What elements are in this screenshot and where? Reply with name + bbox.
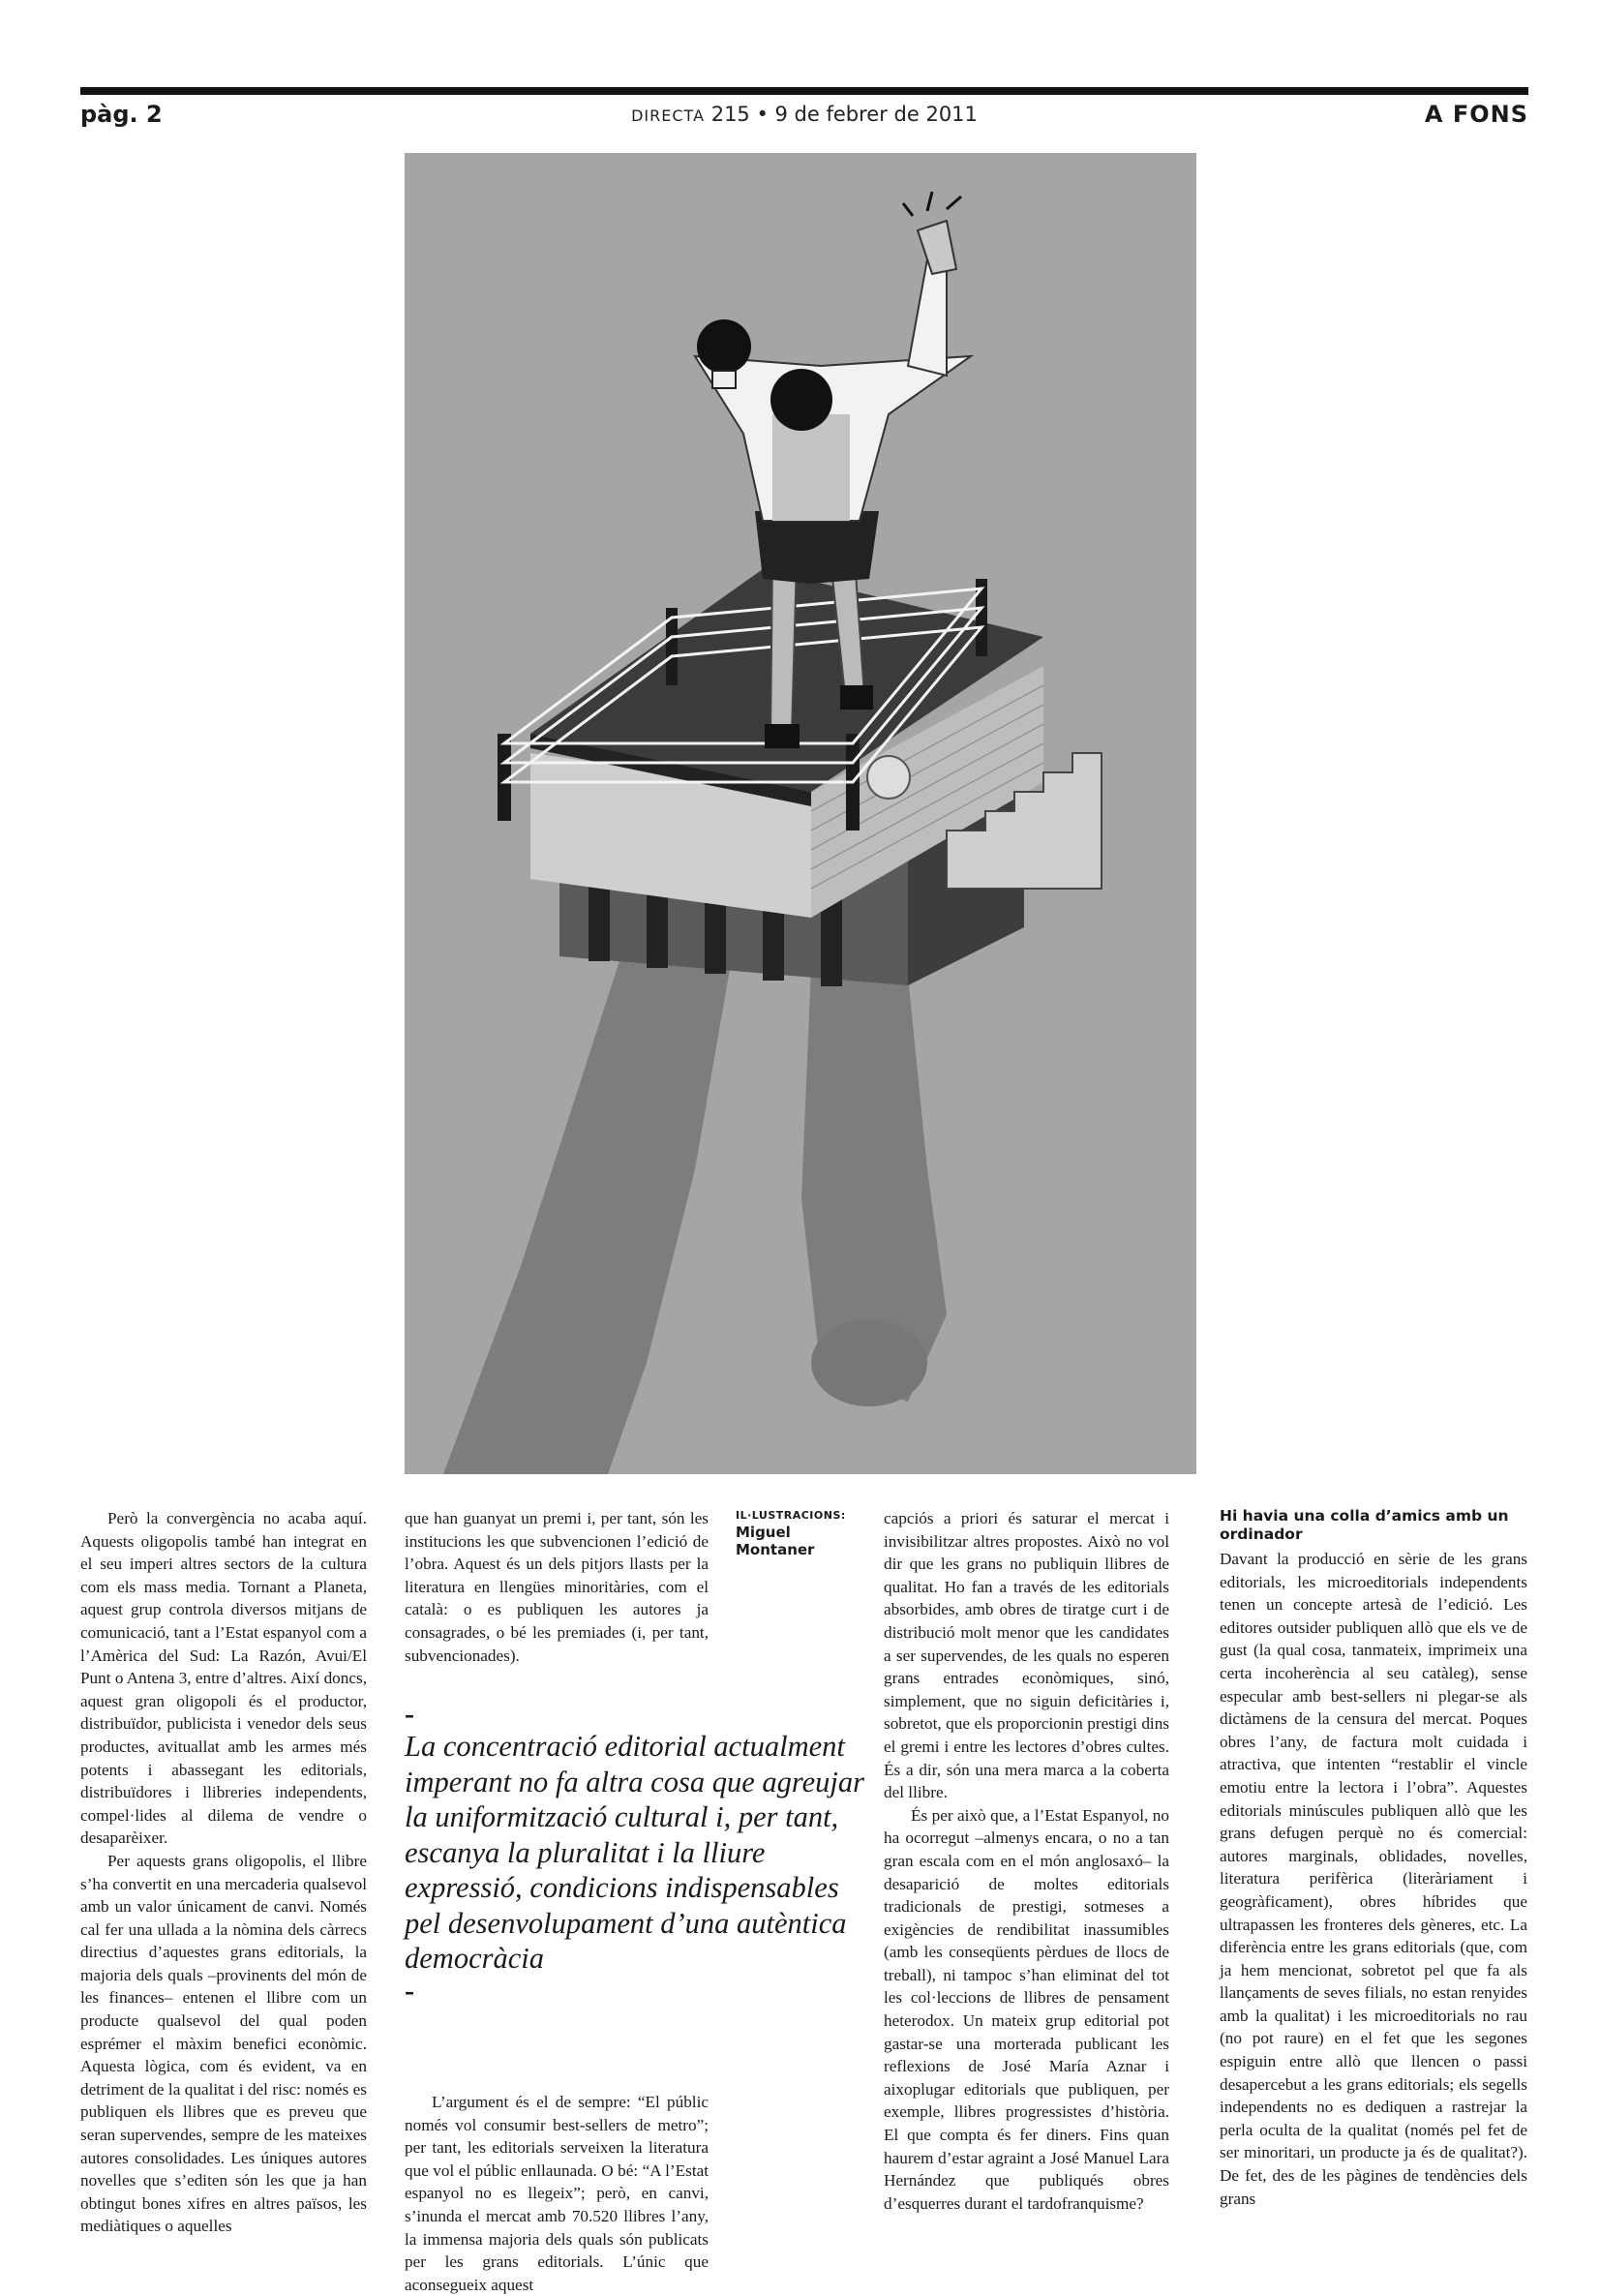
issue-line [80,103,1528,126]
pull-quote-text: La concentració editorial actualment imperant no fa altra cosa que agreujar la uniformització cultural i, per tant, escanya la pluralitat i la lliure expressió, condicions indispensables pel desenvolupament d’una autèntica democràcia [405,1730,864,1975]
article-column-3 [884,1507,1169,2215]
paragraph: Per aquests grans oligopolis, el llibre s’ha convertit en una mercaderia qualsevol amb un valor únicament de canvi. Només cal fer una ullada a la nòmina dels càrrecs directius d’aquestes grans editorials, la majoria dels quals –provinents del món de les finances– entenen el llibre com un producte qualsevol del qual poden esprémer el màxim benefici econòmic. Aquesta lògica, com és evident, va en detriment de la qualitat i del risc: només es publiquen els llibres que es preveu que seran supervendes, sempre de les mateixes autores consolidades. Les úniques autores novelles que s’editen són les que ja han obtingut bones xifres en altres països, les mediàtiques o aquelles [80,1851,367,2236]
quote-dash-bottom: – [405,1979,414,2004]
section-name: A FONS [1424,101,1528,128]
article-column-2-bottom [405,2091,709,2296]
credit-name: Miguel Montaner [736,1524,815,1558]
paragraph: Però la convergència no acaba aquí. Aquests oligopolis també han integrat en el seu imperi altres sectors de la cultura com els mass media. Tornant a Planeta, aquest grup controla diversos mitjans de comunicació, tant a l’Estat espanyol com a l’Amèrica del Sud: La Razón, Avui/El Punt o Antena 3, entre d’altres. Així doncs, aquest gran oligopoli és el productor, distribuïdor, publicista i venedor dels seus productes, avituallat amb les armes més potents i abassegant les editorials, distribuïdores i llibreries independents, compel·lides al dilema de vendre o desaparèixer. [80,1509,367,1848]
publication-name: DIRECTA [631,106,706,125]
article-column-1 [80,1507,367,2238]
paragraph: És per això que, a l’Estat Espanyol, no ha ocorregut –almenys encara, o no a tan gran escala com en el món anglosaxó– la desaparició de moltes editorials tradicionals de prestigi, sotmeses a exigències de rendibilitat inassumibles (amb les conseqüents pèrdues de llocs de treball), ni tampoc s’han eliminat del tot les col·leccions de llibres de pensament heterodox. Un mateix grup editorial pot gastar-se una morterada publicant les reflexions de José María Aznar i aixoplugar editorials que publiquen, per exemple, llibres progressistes d’història. El que compta és fer diners. Fins quan haurem d’estar agraint a José Manuel Lara Hernández que publiqués obres d’esquerres durant el tardofranquisme? [884,1805,1169,2213]
illustration-credit [736,1509,871,1558]
quote-dash-top: – [405,1704,414,1727]
page-number: pàg. 2 [80,101,163,128]
paragraph: Davant la producció en sèrie de les grans editorials, les microeditorials independents tenen un concepte artesà de l’edició. Les editores outsider publiquen allò que els ve de gust (la qual cosa, tanmateix, imprimeix una certa incoherència al seu catàleg), sense especular amb best-sellers ni plegar-se als dictàmens de la censura del mercat. Poques obres l’any, de factura molt cuidada i atractiva, que intenten “restablir el vincle emotiu entre la lectora i l’obra”. Aquestes editorials minúscules publiquen allò que les grans defugen perquè no és comercial: autores marginals, oblidades, novelles, literatura perifèrica (literàriament i geogràficament), obres híbrides que ultrapassen les fronteres dels gèneres, etc. La diferència entre les grans editorials (que, com ja hem mencionat, sobretot pel que fa als llançaments de seves filials, no estan renyides amb la qualitat) i les microeditorials no rau (no pot raure) en el fet que les segones espiguin entre allò que llencen o passi desapercebut a les grans editorials; els segells independents no es dediquen a rastrejar la perla oculta de la qualitat (només pel fet de ser minoritari, un producte ja és de qualitat?). De fet, des de les pàgines de tendències dels grans [1220,1550,1527,2208]
issue-date: 215 • 9 de febrer de 2011 [710,103,978,126]
paragraph: que han guanyat un premi i, per tant, són les institucions les que subvencionen l’edició de l’obra. Aquest és un dels pitjors llasts per la literatura en llengües minoritàries, com el català: o es publiquen les autores ja consagrades, o bé les premiades (i, per tant, subvencionades). [405,1509,709,1665]
boxer-on-book-ring-illustration [405,153,1196,1474]
pull-quote [405,1706,874,2002]
header-rule [80,87,1528,95]
paragraph: L’argument és el de sempre: “El públic només vol consumir best-sellers de metro”; per tant, les editorials serveixen la literatura que vol el públic enllaunada. O bé: “A l’Estat espanyol no es llegeix”; però, en canvi, s’inunda el mercat amb 70.520 llibres l’any, la immensa majoria dels quals són publicats per les grans editorials. L’únic que aconsegueix aquest [405,2093,709,2294]
subheading: Hi havia una colla d’amics amb un ordinador [1220,1507,1509,1543]
credit-label: IL·LUSTRACIONS: [736,1509,846,1522]
page-header [80,101,1528,134]
paragraph: capciós a priori és saturar el mercat i invisibilitzar altres propostes. Això no vol dir que les grans no publiquin llibres de qualitat. Ho fan a través de les editorials absorbides, amb obres de tiratge curt i de distribució molt menor que les candidates a ser supervendes, de les quals no esperen grans entrades econòmiques, sinó, simplement, que no siguin deficitàries i, sobretot, que els proporcionin prestigi dins el gremi i entre les lectores d’obres cultes. És a dir, són una mera marca a la coberta del llibre. [884,1509,1169,1802]
article-column-4 [1220,1507,1527,2210]
article-column-2-top [405,1507,709,1667]
